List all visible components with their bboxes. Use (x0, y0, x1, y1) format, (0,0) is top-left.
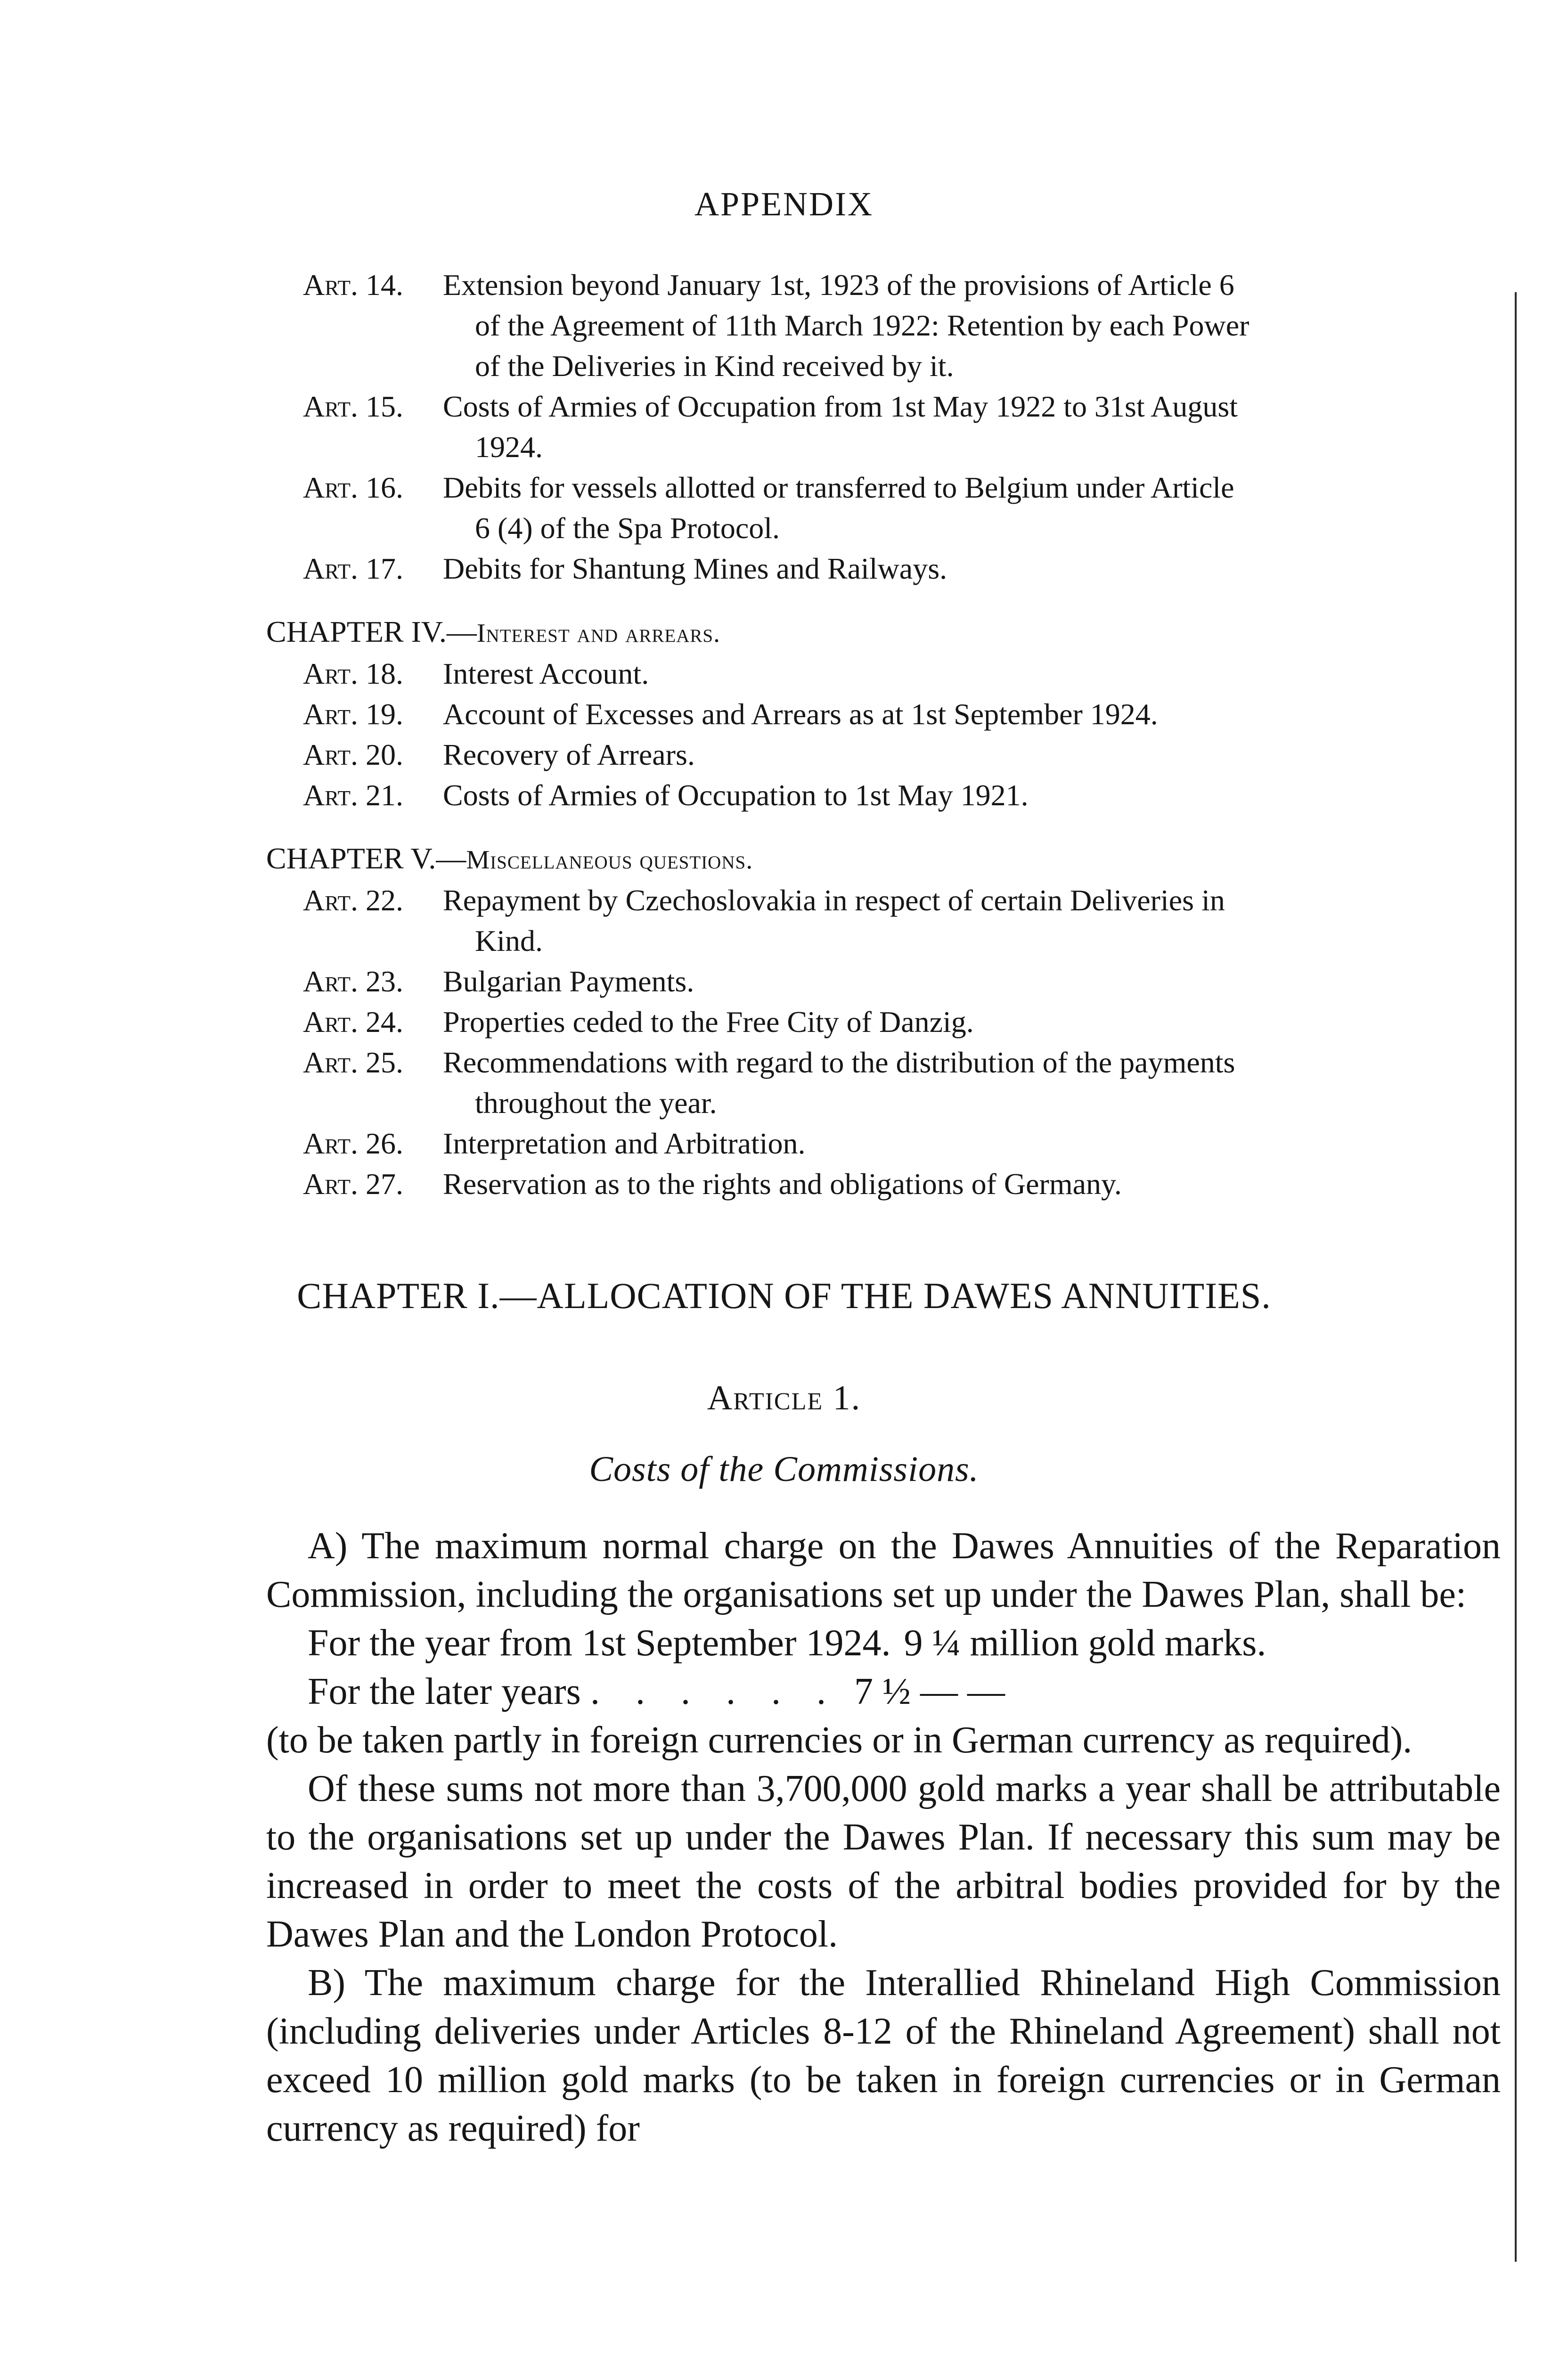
toc-line: Kind. (475, 924, 543, 957)
paragraph-a-continued: (to be taken partly in foreign currencies or in German currency as required). (266, 1719, 1413, 1761)
charge-value: 9 ¼ million gold marks. (904, 1622, 1266, 1664)
toc-chapter3-items (266, 265, 1501, 589)
article-ref: Art. 22. (303, 884, 404, 917)
toc-item-title (443, 735, 1501, 775)
toc-item (266, 1002, 1501, 1042)
chapter-heading: CHAPTER I.—ALLOCATION OF THE DAWES ANNUITIES. (297, 1275, 1271, 1316)
leader-dots: . . . . . . (590, 1671, 839, 1712)
toc-item-title (443, 1123, 1501, 1164)
charge-label: For the year from 1st September 1924. (308, 1622, 891, 1664)
paragraph-a: A) The maximum normal charge on the Dawes Annuities of the Reparation Commission, including the organisations set up under the Dawes Plan, shall be: (266, 1525, 1501, 1615)
article-ref: Art. 16. (303, 471, 404, 504)
toc-line: Debits for vessels allotted or transferred to Belgium under Article (443, 471, 1234, 504)
toc-line: of the Agreement of 11th March 1922: Retention by each Power (475, 309, 1250, 342)
toc-line: throughout the year. (475, 1086, 717, 1120)
toc-line: Interest Account. (443, 657, 649, 690)
toc-line: Properties ceded to the Free City of Danzig. (443, 1005, 974, 1039)
toc-line: Recommendations with regard to the distribution of the payments (443, 1046, 1235, 1079)
chapter-label: CHAPTER IV.— (266, 615, 477, 648)
article-ref: Art. 25. (303, 1046, 404, 1079)
chapter-label: CHAPTER V.— (266, 842, 466, 875)
toc-item (266, 1123, 1501, 1164)
article-ref: Art. 23. (303, 965, 404, 998)
toc-item-title (443, 961, 1501, 1002)
toc-item (266, 880, 1501, 961)
toc-item (266, 467, 1501, 548)
article-ref: Art. 21. (303, 778, 404, 812)
toc-item (266, 1042, 1501, 1123)
toc-item (266, 548, 1501, 589)
toc-item (266, 694, 1501, 735)
toc-item (266, 1164, 1501, 1204)
toc-item-title (443, 654, 1501, 694)
toc-line: Debits for Shantung Mines and Railways. (443, 552, 947, 585)
toc-item (266, 654, 1501, 694)
body-text (266, 1522, 1501, 2153)
article-ref: Art. 18. (303, 657, 404, 690)
article-ref: Art. 20. (303, 738, 404, 771)
article-ref: Art. 19. (303, 697, 404, 731)
toc-item-title (443, 386, 1501, 467)
toc-line: Account of Excesses and Arrears as at 1st September 1924. (443, 697, 1158, 731)
table-of-contents (266, 265, 1501, 1204)
article-ref: Art. 17. (303, 552, 404, 585)
toc-line: Costs of Armies of Occupation from 1st May 1922 to 31st August (443, 390, 1238, 423)
toc-item (266, 735, 1501, 775)
toc-line: Recovery of Arrears. (443, 738, 695, 771)
toc-line: Repayment by Czechoslovakia in respect of certain Deliveries in (443, 884, 1225, 917)
toc-line: Interpretation and Arbitration. (443, 1127, 806, 1160)
toc-item-title (443, 1002, 1501, 1042)
paragraph-of: Of these sums not more than 3,700,000 gold marks a year shall be attributable to the organisations set up under the Dawes Plan. If necessary this sum may be increased in order to meet the costs of the arbitral bodies provided for by the Dawes Plan and the London Protocol. (266, 1768, 1501, 1955)
article-ref: Art. 24. (303, 1005, 404, 1039)
charge-row (266, 1668, 1501, 1716)
toc-item-title (443, 467, 1501, 548)
charge-label: For the later years (308, 1671, 581, 1712)
toc-line: Costs of Armies of Occupation to 1st May 1921. (443, 778, 1029, 812)
article-ref: Art. 15. (303, 390, 404, 423)
toc-item-title (443, 548, 1501, 589)
article-title: Costs of the Commissions. (589, 1449, 979, 1489)
toc-item (266, 775, 1501, 816)
chapter-title: Miscellaneous questions. (466, 845, 753, 875)
article-ref: Art. 26. (303, 1127, 404, 1160)
running-header: APPENDIX (694, 185, 874, 223)
paragraph-b: B) The maximum charge for the Interallied Rhineland High Commission (including deliveries under Articles 8-12 of the Rhineland Agreement) shall not exceed 10 million gold marks (to be taken in foreign currencies or in German currency as required) for (266, 1962, 1501, 2149)
toc-item-title (443, 775, 1501, 816)
toc-item (266, 265, 1501, 386)
charge-value: 7 ½ — — (854, 1671, 1005, 1712)
article-number: Article 1. (707, 1379, 861, 1417)
toc-item (266, 961, 1501, 1002)
article-ref: Art. 14. (303, 268, 404, 302)
toc-line: 6 (4) of the Spa Protocol. (475, 511, 780, 545)
toc-item-title (443, 1042, 1501, 1123)
toc-line: 1924. (475, 430, 543, 464)
toc-item-title (443, 880, 1501, 961)
toc-item (266, 386, 1501, 467)
toc-line: Bulgarian Payments. (443, 965, 694, 998)
article-ref: Art. 27. (303, 1167, 404, 1201)
toc-line: of the Deliveries in Kind received by it. (475, 349, 954, 383)
toc-item-title (443, 1164, 1501, 1204)
toc-chapter4-items (266, 654, 1501, 816)
chapter-title: Interest and arrears. (476, 619, 721, 648)
toc-chapter-heading (266, 612, 1501, 654)
toc-line: Reservation as to the rights and obligations of Germany. (443, 1167, 1122, 1201)
toc-line: Extension beyond January 1st, 1923 of the provisions of Article 6 (443, 268, 1234, 302)
charge-row (266, 1619, 1501, 1668)
toc-chapter5-items (266, 880, 1501, 1204)
toc-item-title (443, 265, 1501, 386)
toc-chapter-heading (266, 838, 1501, 880)
toc-item-title (443, 694, 1501, 735)
